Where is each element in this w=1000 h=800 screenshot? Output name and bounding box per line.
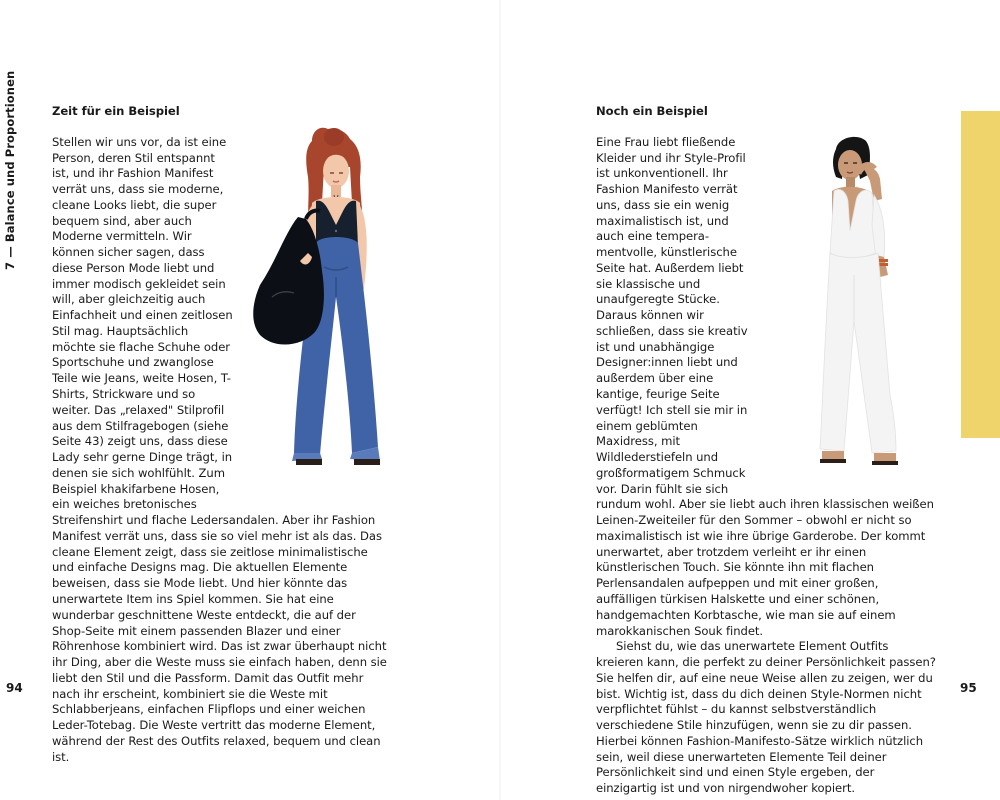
woman-in-linen-icon bbox=[800, 135, 950, 480]
chapter-running-head: 7 — Balance und Proportionen bbox=[3, 70, 17, 270]
chapter-color-tab bbox=[961, 111, 1000, 438]
left-body-text: Stellen wir uns vor, da ist eine Person, deren Stil entspannt ist, und ihr Fashion Manifest verrät uns, dass sie moderne, cleane Looks liebt, die super bequem sind, aber auch Moderne vermitteln. Wir können sicher sagen, dass diese Person Mode liebt und immer modisch gekleidet sein will, aber gleichzeitig auch Einfachheit und einen zeitlosen Stil mag. Hauptsächlich möchte sie flache Schuhe oder Sportschuhe und zwanglose Teile wie Jeans, weite Hosen, T-Shirts, Strickware und so weiter. Das „relaxed" Stilprofil aus dem Stilfragebogen (siehe Seite 43) zeigt uns, dass diese Lady sehr gerne Dinge trägt, in denen sie sich wohlfühlt. Zum Beispiel khakifarbene Hosen, ein weiches bretonisches Streifenshirt und flache Ledersandalen. Aber ihr Fashion Manifest verrät uns, dass sie so viel mehr ist als das. Das cleane Element zeigt, dass sie zeitlose minimalistische und einfache Designs mag. Die aktuellen Elemente beweisen, dass sie Mode liebt. Und hier könnte das unerwartete Item ins Spiel kommen. Sie hat eine wunderbar geschnittene Weste entdeckt, die auf der Shop-Seite mit einem passenden Blazer und einer Röhrenhose kombiniert wird. Das ist zwar überhaupt nicht ihr Ding, aber die Weste muss sie einfach haben, denn sie liebt den Stil und die Passform. Damit das Outfit mehr nach ihr erscheint, kombiniert sie die Weste mit Schlabberjeans, einfachen Flipflops und einer weichen Leder-Totebag. Die Weste vertritt das moderne Element, während der Rest des Outfits relaxed, bequem und clean ist. bbox=[52, 134, 387, 764]
page-gutter bbox=[499, 0, 501, 800]
fashion-illustration-relaxed bbox=[250, 127, 400, 482]
right-heading: Noch ein Beispiel bbox=[596, 104, 708, 118]
left-heading: Zeit für ein Beispiel bbox=[52, 104, 180, 118]
woman-in-jeans-icon bbox=[250, 127, 400, 482]
fashion-illustration-unconventional bbox=[800, 135, 950, 480]
right-body-paragraph-1: Eine Frau liebt fließende Kleider und ihr Style-Profil ist unkonventionell. Ihr Fashion Manifesto verrät uns, dass sie ein wenig maximalistisch ist, und auch eine temperamentvolle, künstlerische Seite hat. Außerdem liebt sie klassische und unaufgeregte Stücke. Daraus können wir schließen, dass sie kreativ ist und unabhängige Designer:innen liebt und außerdem über eine kantige, feurige Seite verfügt! Ich stell sie mir in einem geblümten Maxidress, mit Wildlederstiefeln und großformatigem Schmuck vor. Darin fühlt sie sich rundum wohl. Aber sie liebt auch ihren klassischen weißen Leinen-Zweiteiler für den Sommer – obwohl er nicht so maximalistisch ist wie ihre übrige Garderobe. Der kommt unerwartet, aber trotzdem verleiht er ihr einen künstlerischen Touch. Sie könnte ihn mit flachen Perlensandalen aufpeppen und mit einer großen, auffälligen türkisen Halskette und einer schönen, handgemachten Korbtasche, wie man sie auf einem marokkanischen Souk findet. bbox=[596, 134, 934, 638]
page-number-left: 94 bbox=[6, 681, 23, 695]
page-number-right: 95 bbox=[960, 681, 977, 695]
right-body-paragraph-2: Siehst du, wie das unerwartete Element Outfits kreieren kann, die perfekt zu deiner Persönlichkeit passen? Sie helfen dir, auf eine neue Weise allen zu zeigen, wer du bist. Wichtig ist, dass du dich deinen Style-Normen nicht verpflichtet fühlst – du kannst selbstverständlich verschiedene Stile hinzufügen, wenn sie zu dir passen. Hierbei können Fashion-Manifesto-Sätze wirklich nützlich sein, weil diese unerwarteten Elemente Teil deiner Persönlichkeit sind und einen Style ergeben, der einzigartig ist und von nirgendwoher kopiert. bbox=[596, 639, 936, 796]
